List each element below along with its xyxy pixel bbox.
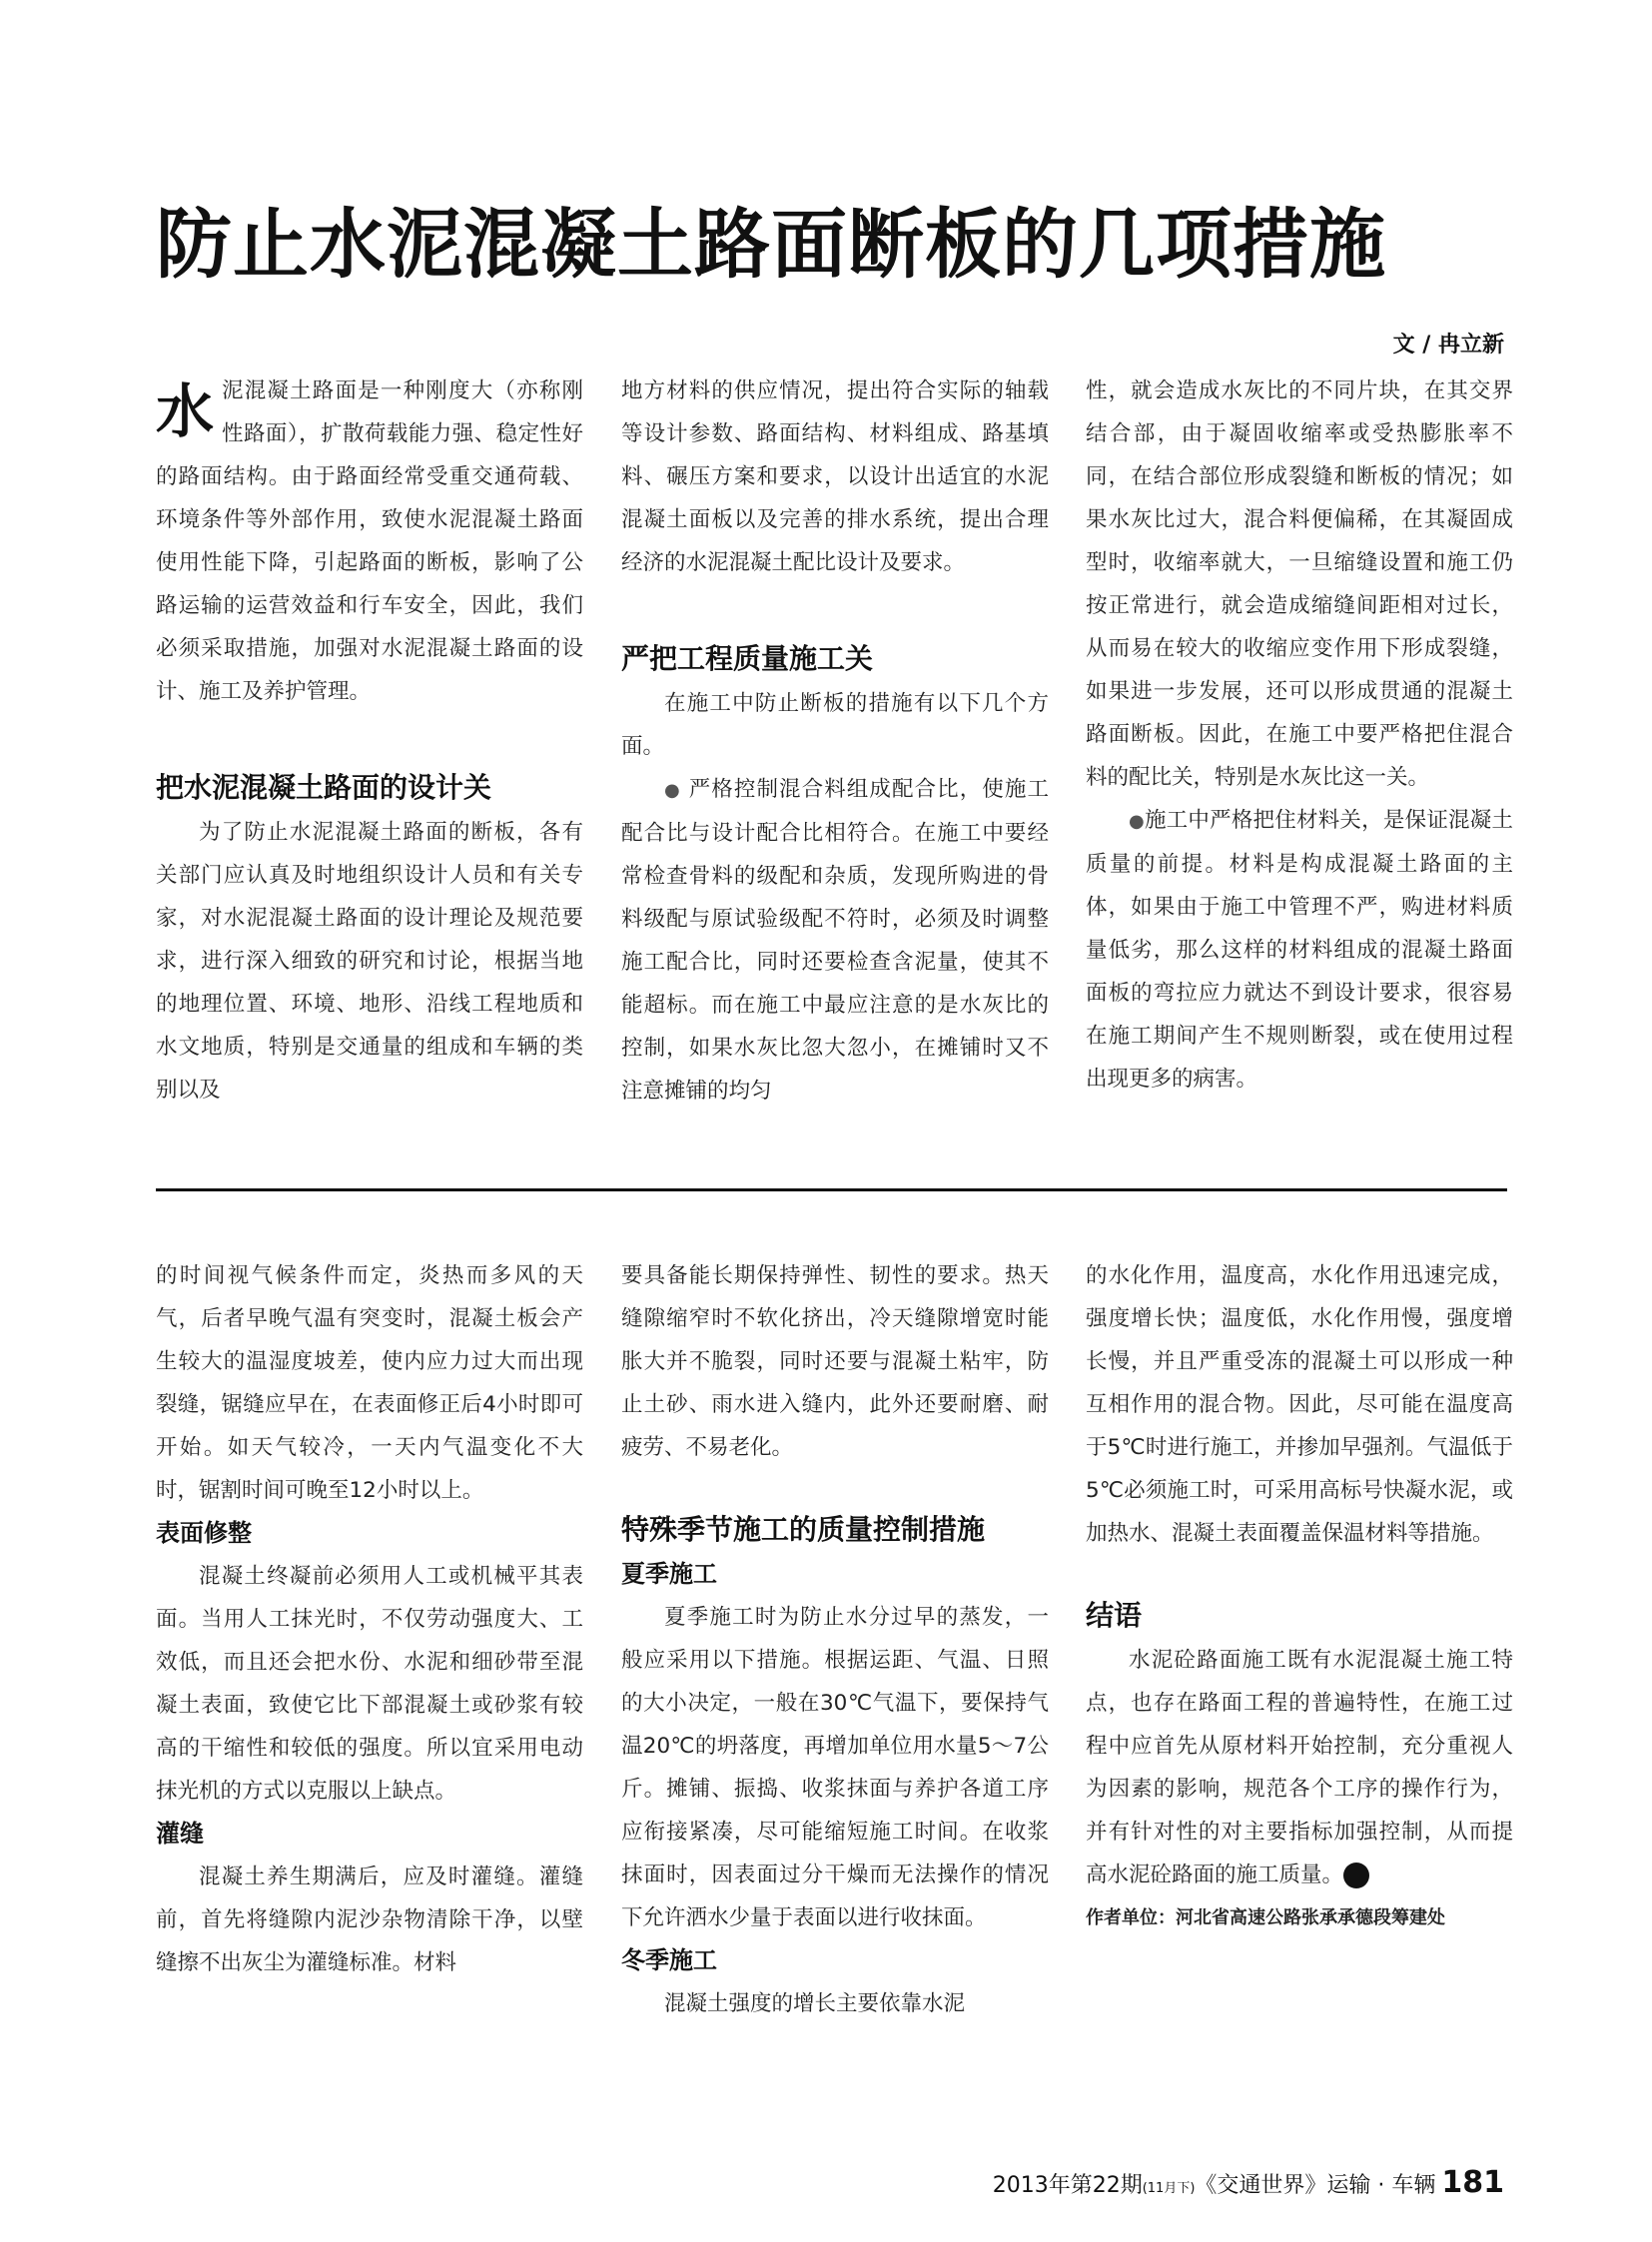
subheading-joint-filling: 灌缝 [156,1820,204,1848]
bottom-column-1 [156,1254,583,1984]
magazine-logo-icon: T [1343,1863,1369,1888]
intro-paragraph: 水泥混凝土路面是一种刚度大（亦称刚性路面），扩散荷载能力强、稳定性好的路面结构。由于路面经常受重交通荷载、环境条件等外部作用，致使水泥混凝土路面使用性能下降，引起路面的断板，影响了公路运输的运营效益和行车安全，因此，我们必须采取措施，加强对水泥混凝土路面的设计、施工及养护管理。 [156,370,583,713]
page-footer [993,2165,1504,2200]
section-divider [156,1188,1507,1191]
bullet-icon: ● [1129,811,1145,832]
drop-cap: 水 [156,377,215,445]
paragraph: 混凝土终凝前必须用人工或机械平其表面。当用人工抹光时，不仅劳动强度大、工效低，而且还会把水份、水泥和细砂带至混凝土表面，致使它比下部混凝土或砂浆有较高的干缩性和较低的强度。所以宜采用电动抹光机的方式以克服以上缺点。 [156,1564,583,1804]
section-heading-quality: 严把工程质量施工关 [621,642,874,675]
paragraph: 地方材料的供应情况，提出符合实际的轴载等设计参数、路面结构、材料组成、路基填料、碾压方案和要求，以设计出适宜的水泥混凝土面板以及完善的排水系统，提出合理经济的水泥混凝土配比设计及要求。 [621,378,1049,575]
subheading-winter: 冬季施工 [621,1946,717,1974]
top-column-3 [1086,370,1513,1101]
paragraph: 混凝土养生期满后，应及时灌缝。灌缝前，首先将缝隙内泥沙杂物清除干净，以壁缝擦不出灰尘为灌缝标准。材料 [156,1865,583,1975]
issue-half-label: (11月下) [1142,2181,1196,2196]
paragraph: 水泥砼路面施工既有水泥混凝土施工特点，也存在路面工程的普遍特性，在施工过程中应首先从原材料开始控制，充分重视人为因素的影响，规范各个工序的操作行为，并有针对性的对主要指标加强控制，从而提高水泥砼路面的施工质量。 T [1086,1648,1513,1887]
bullet-paragraph: ●施工中严格把住材料关，是保证混凝土质量的前提。材料是构成混凝土路面的主体，如果由于施工中管理不严，购进材料质量低劣，那么这样的材料组成的混凝土路面面板的弯拉应力就达不到设计要求，很容易在施工期间产生不规则断裂，或在使用过程出现更多的病害。 [1086,808,1513,1092]
paragraph: 要具备能长期保持弹性、韧性的要求。热天缝隙缩窄时不软化挤出，冷天缝隙增宽时能胀大并不脆裂，同时还要与混凝土粘牢，防止土砂、雨水进入缝内，此外还要耐磨、耐疲劳、不易老化。 [621,1263,1049,1460]
section-heading-season: 特殊季节施工的质量控制措施 [621,1513,986,1546]
page-title: 防止水泥混凝土路面断板的几项措施 [156,200,1386,289]
paragraph: 为了防止水泥混凝土路面的断板，各有关部门应认真及时地组织设计人员和有关专家，对水泥混凝土路面的设计理论及规范要求，进行深入细致的研究和讨论，根据当地的地理位置、环境、地形、沿线工程地质和水文地质，特别是交通量的组成和车辆的类别以及 [156,820,583,1103]
top-column-1 [156,370,583,1112]
paragraph: 混凝土强度的增长主要依靠水泥 [664,1991,966,2016]
paragraph: 的时间视气候条件而定，炎热而多风的天气，后者早晚气温有突变时，混凝土板会产生较大的温湿度坡差，使内应力过大而出现裂缝，锯缝应早在，在表面修正后4小时即可开始。如天气较冷，一天内气温变化不大时，锯割时间可晚至12小时以上。 [156,1263,583,1503]
bullet-icon: ● [664,780,681,801]
top-column-2 [621,370,1049,1113]
section-heading-conclusion: 结语 [1086,1599,1143,1632]
paragraph: 在施工中防止断板的措施有以下几个方面。 [621,691,1049,759]
paragraph: 夏季施工时为防止水分过早的蒸发，一般应采用以下措施。根据运距、气温、日照的大小决定，一般在30℃气温下，要保持气温20℃的坍落度，再增加单位用水量5～7公斤。摊铺、振捣、收浆抹面与养护各道工序应衔接紧凑，尽可能缩短施工时间。在收浆抹面时，因表面过分干燥而无法操作的情况下允许洒水少量于表面以进行收抹面。 [621,1605,1049,1930]
paragraph: 性，就会造成水灰比的不同片块，在其交界结合部，由于凝固收缩率或受热膨胀率不同，在结合部位形成裂缝和断板的情况；如果水灰比过大，混合料便偏稀，在其凝固成型时，收缩率就大，一旦缩缝设置和施工仍按正常进行，就会造成缩缝间距相对过长，从而易在较大的收缩应变作用下形成裂缝，如果进一步发展，还可以形成贯通的混凝土路面断板。因此，在施工中要严格把住混合料的配比关，特别是水灰比这一关。 [1086,378,1513,790]
subheading-surface: 表面修整 [156,1519,252,1547]
author-affiliation: 作者单位：河北省高速公路张承承德段筹建处 [1086,1907,1445,1928]
bottom-column-3 [1086,1254,1513,1934]
bottom-column-2 [621,1254,1049,2025]
subheading-summer: 夏季施工 [621,1560,717,1588]
issue-label: 2013年第22期 [992,2173,1143,2198]
magazine-name: 《交通世界》运输 · 车辆 [1195,2173,1436,2198]
paragraph: 的水化作用，温度高，水化作用迅速完成，强度增长快；温度低，水化作用慢，强度增长慢，并且严重受冻的混凝土可以形成一种互相作用的混合物。因此，尽可能在温度高于5℃时进行施工，并掺加早强剂。气温低于5℃必须施工时，可采用高标号快凝水泥，或加热水、混凝土表面覆盖保温材料等措施。 [1086,1263,1513,1546]
bullet-paragraph: ● 严格控制混合料组成配合比，使施工配合比与设计配合比相符合。在施工中要经常检查骨料的级配和杂质，发现所购进的骨料级配与原试验级配不符时，必须及时调整施工配合比，同时还要检查含泥量，使其不能超标。而在施工中最应注意的是水灰比的控制，如果水灰比忽大忽小，在摊铺时又不注意摊铺的均匀 [621,777,1049,1104]
byline: 文 / 冉立新 [1392,333,1504,358]
section-heading-design: 把水泥混凝土路面的设计关 [156,771,492,804]
page-number: 181 [1441,2165,1504,2200]
